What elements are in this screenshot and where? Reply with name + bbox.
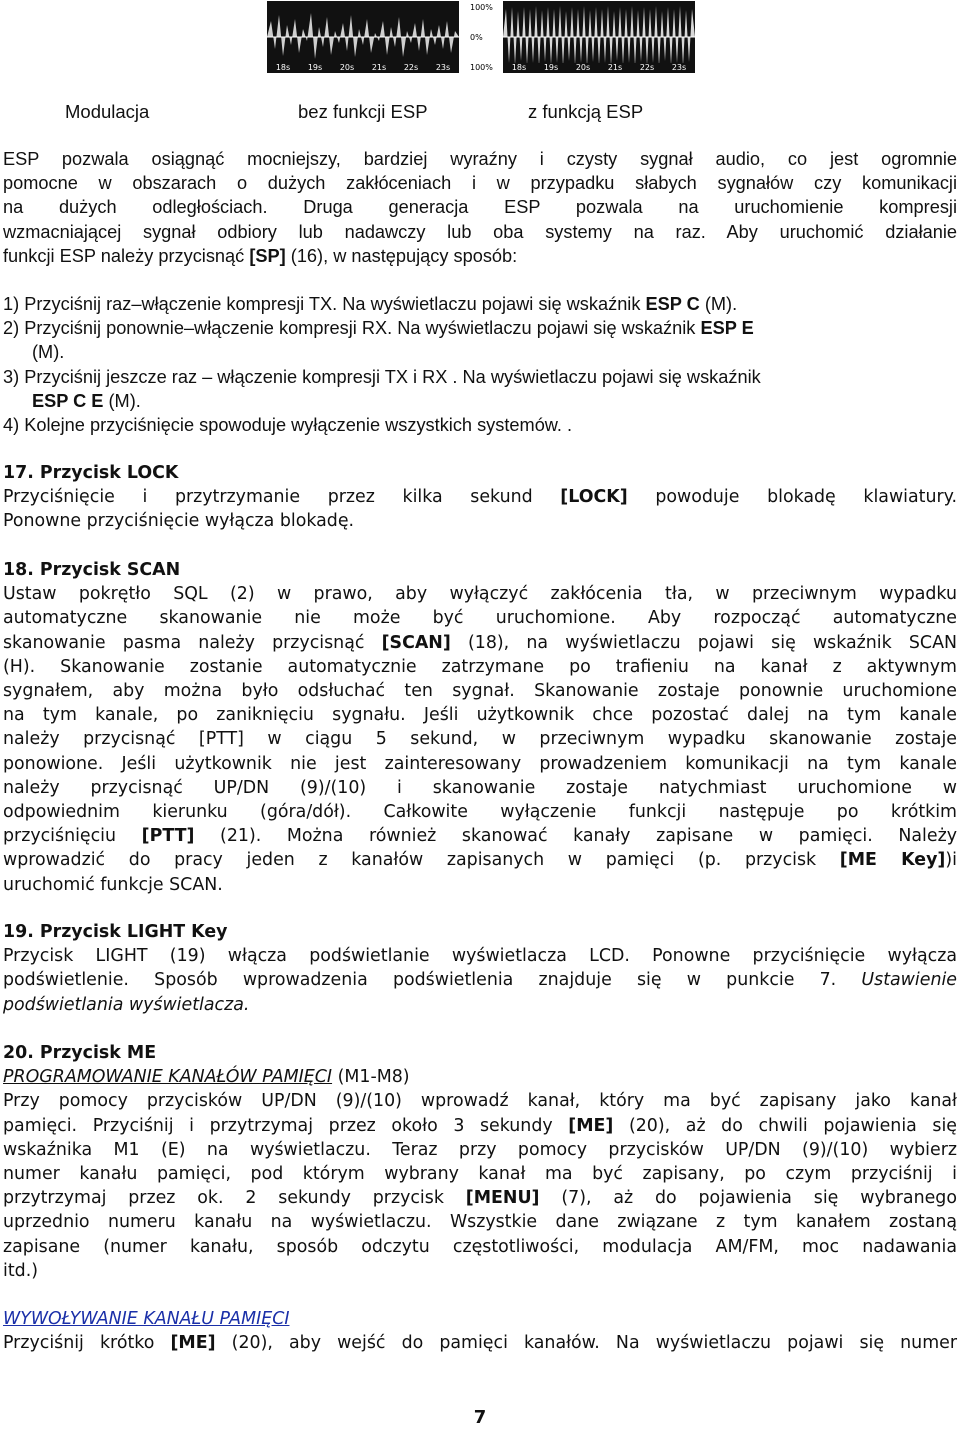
- time-tick-label: 22s: [639, 63, 655, 72]
- time-tick-label: 21s: [371, 63, 387, 72]
- scale-top-label: 100%: [470, 3, 493, 12]
- text-line: pomocne w obszarach o dużych zakłóceniach i w przypadku słabych sygnałów czy komunikacji: [3, 173, 957, 194]
- text-line: uruchomić funkcje SCAN.: [3, 874, 223, 895]
- section-heading: 20. Przycisk ME: [3, 1043, 157, 1063]
- scale-mid-label: 0%: [470, 33, 483, 42]
- time-tick-label: 23s: [671, 63, 687, 72]
- section-heading: 18. Przycisk SCAN: [3, 560, 181, 580]
- section-lock: [3, 461, 957, 534]
- text-line: Ponowne przyciśnięcie wyłącza blokadę.: [3, 511, 355, 532]
- text-line: (H). Skanowanie zostanie automatycznie zatrzymane po trafieniu na kanał z aktywnym: [3, 656, 957, 677]
- text-line: numer kanału pamięci, pod którym wybrany kanał ma być zapisany, po czym przyciśnij i: [3, 1164, 957, 1185]
- caption-without-esp: bez funkcji ESP: [298, 101, 428, 122]
- text-line: funkcji ESP należy przycisnąć [SP] (16), w następujący sposób:: [3, 245, 518, 266]
- section-recall: [3, 1307, 957, 1355]
- text-line: należy przycisnąć [PTT] w ciągu 5 sekund, w przeciwnym wypadku skanowanie zostaje: [3, 729, 957, 750]
- text-line: skanowanie pasma należy przycisnąć [SCAN] (18), na wyświetlaczu pojawi się wskaźnik SCAN: [3, 632, 957, 653]
- text-line: na dużych odległościach. Druga generacja ESP pozwala na uruchomienie kompresji: [3, 197, 957, 218]
- step-1: 1) Przyciśnij raz–włączenie kompresji TX. Na wyświetlaczu pojawi się wskaźnik ESP C (M).: [3, 294, 738, 314]
- text-line: podświetlenie. Sposób wprowadzenia podświetlenia znajduje się w punkcie 7. Ustawienie: [3, 970, 957, 991]
- text-line: Ustaw pokrętło SQL (2) w prawo, aby wyłączyć zakłócenia tła, w przeciwnym wypadku: [3, 584, 957, 605]
- text-line: uprzednio numeru kanału na wyświetlaczu. Wszystkie dane związane z tym kanałem zostaną: [3, 1212, 957, 1233]
- step-2: 2) Przyciśnij ponownie–włączenie kompresji RX. Na wyświetlaczu pojawi się wskaźnik ESP E: [3, 318, 754, 339]
- text-line: Przy pomocy przycisków UP/DN (9)/(10) wprowadź kanał, który ma być zapisany jako kanał: [3, 1091, 957, 1112]
- time-ticks-left: [267, 63, 459, 73]
- time-tick-label: 22s: [403, 63, 419, 72]
- esp-steps: [3, 292, 957, 437]
- section-light: [3, 920, 957, 1017]
- text-line: Przyciśnij krótko [ME] (20), aby wejść do pamięci kanałów. Na wyświetlaczu pojawi się numer: [3, 1333, 957, 1354]
- section-scan: [3, 558, 957, 897]
- section-me: [3, 1041, 957, 1283]
- step-2-cont: (M).: [32, 342, 65, 363]
- page-number: 7: [473, 1407, 487, 1428]
- section-heading: 17. Przycisk LOCK: [3, 463, 179, 483]
- step-3-cont: ESP C E (M).: [32, 390, 141, 411]
- scale-bottom-label: 100%: [470, 63, 493, 72]
- text-line: przyciśnięciu [PTT] (21). Można również skanować kanały zapisane w pamięci. Należy: [3, 826, 957, 847]
- time-tick-label: 19s: [543, 63, 559, 72]
- caption-with-esp: z funkcją ESP: [528, 101, 644, 122]
- step-3: 3) Przyciśnij jeszcze raz – włączenie kompresji TX i RX . Na wyświetlaczu pojawi się wskaźnik: [3, 366, 761, 387]
- text-line: zapisane (numer kanału, sposób odczytu częstotliwości, modulacja AM/FM, moc nadawania: [3, 1236, 957, 1257]
- text-line: na tym kanale, po zaniknięciu sygnału. Jeśli użytkownik chce pozostać dalej na tym kanale: [3, 705, 957, 726]
- time-tick-label: 20s: [339, 63, 355, 72]
- text-line: ESP pozwala osiągnąć mocniejszy, bardziej wyraźny i czysty sygnał audio, co jest ogromnie: [3, 149, 957, 169]
- text-line: wzmacniającej sygnał odbiory lub nadawczy lub oba systemy na raz. Aby uruchomić działanie: [3, 221, 957, 242]
- time-tick-label: 21s: [607, 63, 623, 72]
- text-line: ponowione. Jeśli użytkownik nie jest zainteresowany prowadzeniem komunikacji na tym kanale: [3, 753, 957, 774]
- caption-modulation: Modulacja: [65, 101, 150, 122]
- figure-captions: [3, 100, 957, 124]
- text-line: podświetlania wyświetlacza.: [3, 994, 250, 1015]
- text-line: automatyczne skanowanie nie może być uruchomione. Aby rozpocząć automatyczne: [3, 608, 957, 629]
- esp-description: [3, 147, 957, 268]
- time-tick-label: 19s: [307, 63, 323, 72]
- text-line: sygnałem, aby można było odsłuchać ten sygnał. Skanowanie zostaje ponownie uruchomione: [3, 681, 957, 702]
- subsection-heading: PROGRAMOWANIE KANAŁÓW PAMIĘCI (M1-M8): [3, 1067, 410, 1088]
- time-tick-label: 18s: [275, 63, 291, 72]
- text-line: Przycisk LIGHT (19) włącza podświetlanie wyświetlacza LCD. Ponowne przyciśnięcie wyłącza: [3, 946, 957, 967]
- text-line: wprowadzić do pracy jeden z kanałów zapisanych w pamięci (p. przycisk [ME Key])i: [3, 850, 957, 871]
- time-tick-label: 18s: [511, 63, 527, 72]
- subsection-heading: WYWOŁYWANIE KANAŁU PAMIĘCI: [3, 1309, 290, 1329]
- time-tick-label: 23s: [435, 63, 451, 72]
- step-4: 4) Kolejne przyciśnięcie spowoduje wyłączenie wszystkich systemów. .: [3, 415, 573, 436]
- text-line: należy przycisnąć UP/DN (9)/(10) i skanowanie zostaje natychmiast uruchomione w: [3, 777, 957, 798]
- esp-waveform-figure: [267, 1, 695, 73]
- section-heading: 19. Przycisk LIGHT Key: [3, 922, 228, 942]
- text-line: itd.): [3, 1260, 39, 1281]
- time-tick-label: 20s: [575, 63, 591, 72]
- text-line: pamięci. Przyciśnij i przytrzymaj przez około 3 sekundy [ME] (20), aż do chwili pojawienia się: [3, 1115, 957, 1136]
- time-ticks-right: [503, 63, 695, 73]
- text-line: Przyciśnięcie i przytrzymanie przez kilka sekund [LOCK] powoduje blokadę klawiatury.: [3, 487, 957, 508]
- text-line: odpowiednim kierunku (góra/dół). Całkowite wyłączenie funkcji następuje po krótkim: [3, 802, 957, 823]
- text-line: wskaźnika M1 (E) na wyświetlaczu. Teraz przy pomocy przycisków UP/DN (9)/(10) wybierz: [3, 1139, 957, 1160]
- amplitude-scale: [468, 1, 498, 73]
- text-line: przytrzymaj przez ok. 2 sekundy przycisk [MENU] (7), aż do pojawienia się wybranego: [3, 1188, 957, 1209]
